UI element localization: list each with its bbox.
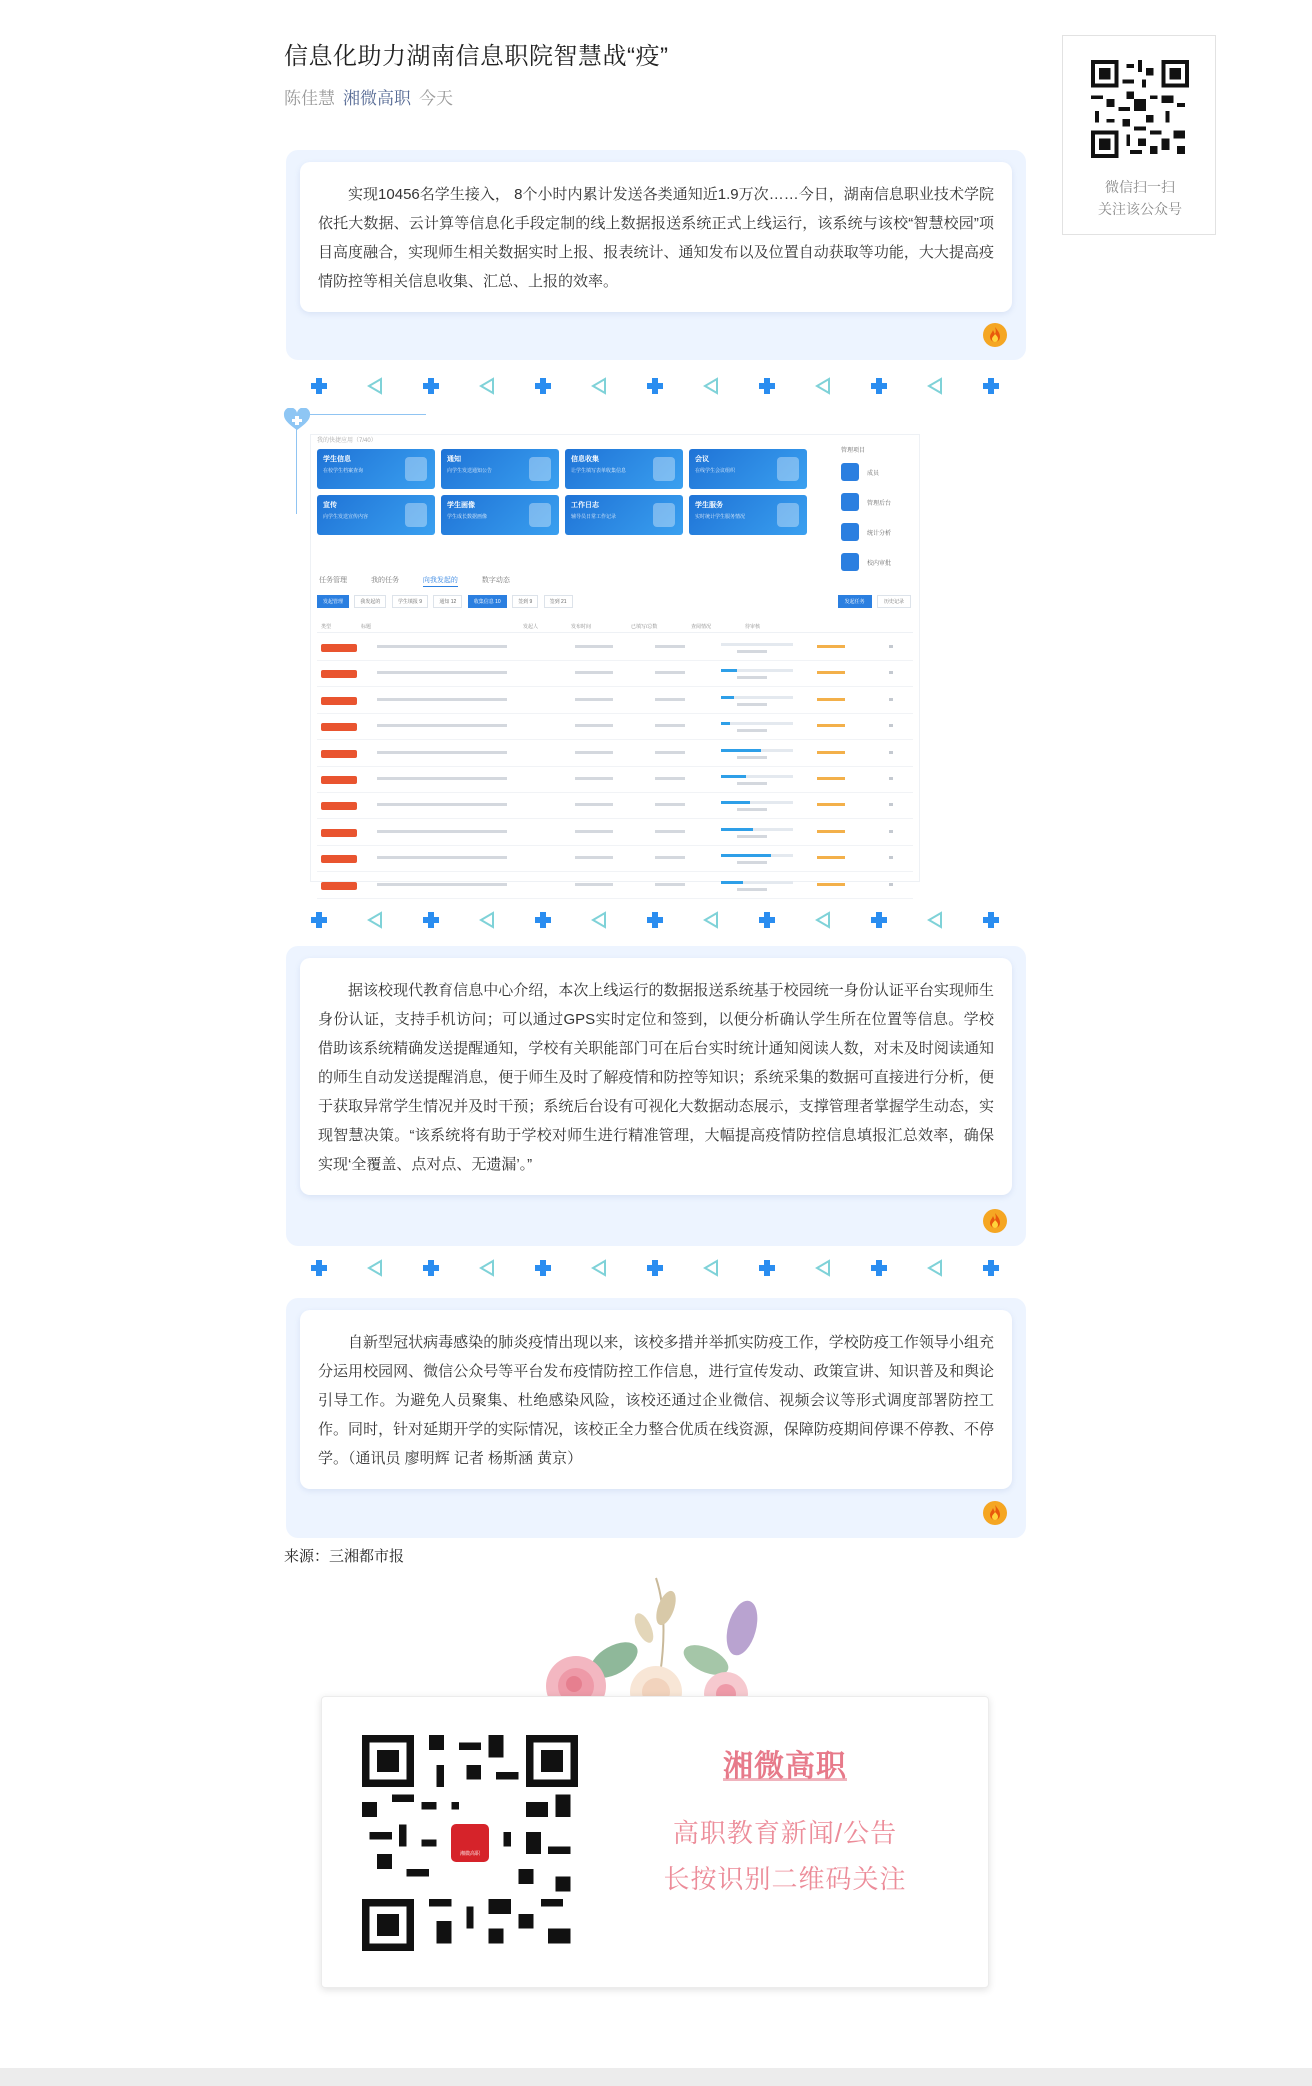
qr-caption-line2: 关注该公众号 — [1098, 201, 1182, 217]
row-initiator — [575, 671, 613, 674]
row-initiator — [575, 751, 613, 754]
row-rate — [817, 751, 845, 754]
cross-icon — [868, 909, 890, 931]
status-badge — [321, 670, 357, 678]
side-title: 管理项目 — [841, 448, 866, 454]
table-row[interactable] — [317, 767, 913, 793]
tile-label: 学生服务 — [695, 502, 723, 509]
progress-fill — [721, 881, 743, 884]
col-header: 查阅情况 — [691, 624, 712, 630]
side-item-label: 管理后台 — [867, 501, 892, 507]
row-title — [377, 883, 507, 886]
triangle-icon — [924, 1257, 946, 1279]
tile-label: 通知 — [447, 456, 461, 463]
progress-bar — [721, 775, 793, 778]
gear-icon — [841, 493, 859, 511]
tile-icon — [777, 503, 799, 527]
table-row[interactable] — [317, 793, 913, 819]
row-title — [377, 830, 507, 833]
row-initiator — [575, 830, 613, 833]
fire-icon — [982, 1208, 1008, 1234]
row-title — [377, 856, 507, 859]
status-badge — [321, 882, 357, 890]
row-rate — [817, 777, 845, 780]
col-header: 发布时间 — [571, 624, 592, 630]
row-pending — [889, 671, 893, 674]
progress-fill — [721, 749, 761, 752]
status-badge — [321, 644, 357, 652]
row-date — [655, 883, 685, 886]
row-date — [655, 671, 685, 674]
filter-chip[interactable]: 我发起的 — [354, 595, 386, 608]
status-badge — [321, 802, 357, 810]
row-initiator — [575, 724, 613, 727]
filter-chip[interactable]: 收集信息 10 — [468, 595, 507, 608]
cross-icon — [644, 1257, 666, 1279]
tab-my-tasks[interactable]: 我的任务 — [370, 577, 399, 584]
system-screenshot — [310, 434, 920, 882]
tile-icon — [529, 457, 551, 481]
triangle-icon — [700, 1257, 722, 1279]
status-badge — [321, 829, 357, 837]
table-row[interactable] — [317, 846, 913, 872]
status-badge — [321, 776, 357, 784]
paragraph-1: 实现10456名学生接入， 8个小时内累计发送各类通知近1.9万次……今日，湖南信息职业技术学院依托大数据、云计算等信息化手段定制的线上数据报送系统正式上线运行，该系统与该校“智慧校园”项目高度融合，实现师生相关数据实时上报、报表统计、通知发布以及位置自动获取等功能，大大提高疫情防控等相关信息收集、汇总、上报的效率。 — [300, 162, 1012, 312]
row-count — [737, 782, 767, 785]
tile-desc: 在校学生档案查询 — [323, 468, 364, 474]
row-title — [377, 803, 507, 806]
row-title — [377, 724, 507, 727]
row-date — [655, 830, 685, 833]
cross-icon — [756, 909, 778, 931]
paragraph-card-3 — [286, 1298, 1026, 1538]
col-header: 标题 — [361, 624, 372, 630]
col-header: 已填写/总数 — [631, 624, 658, 630]
cross-icon — [308, 909, 330, 931]
tile-icon — [405, 503, 427, 527]
row-rate — [817, 830, 845, 833]
row-date — [655, 803, 685, 806]
progress-bar — [721, 881, 793, 884]
tile-label: 工作日志 — [571, 502, 599, 509]
account-link[interactable]: 湘微高职 — [343, 89, 411, 108]
progress-bar — [721, 696, 793, 699]
progress-fill — [721, 696, 734, 699]
tile-portrait[interactable] — [441, 495, 559, 535]
row-count — [737, 729, 767, 732]
promo-line-1: 高职教育新闻/公告 — [672, 1818, 898, 1848]
promo-line-2: 长按识别二维码关注 — [663, 1864, 907, 1894]
table-row[interactable] — [317, 820, 913, 846]
row-rate — [817, 883, 845, 886]
row-pending — [889, 724, 893, 727]
paragraph-2: 据该校现代教育信息中心介绍，本次上线运行的数据报送系统基于校园统一身份认证平台实现师生身份认证，支持手机访问；可以通过GPS实时定位和签到，以便分析确认学生所在位置等信息。学校借助该系统精确发送提醒通知，学校有关职能部门可在后台实时统计通知阅读人数，对未及时阅读通知的师生自动发送提醒消息，便于师生及时了解疫情和防控等知识；系统采集的数据可直接进行分析，便于获取异常学生情况并及时干预；系统后台设有可视化大数据动态展示，支撑管理者掌握学生动态，实现智慧决策。“该系统将有助于学校对师生进行精准管理，大幅提高疫情防控信息填报汇总效率，确保实现‘全覆盖、点对点、无遗漏’。” — [300, 958, 1012, 1195]
row-initiator — [575, 856, 613, 859]
row-pending — [889, 803, 893, 806]
row-rate — [817, 645, 845, 648]
status-badge — [321, 855, 357, 863]
progress-fill — [721, 801, 750, 804]
row-count — [737, 756, 767, 759]
triangle-icon — [812, 375, 834, 397]
table-row[interactable] — [317, 741, 913, 767]
col-header: 发起人 — [523, 624, 539, 630]
article-meta — [284, 84, 453, 109]
row-count — [737, 835, 767, 838]
status-badge — [321, 697, 357, 705]
qr-caption-line1: 微信扫一扫 — [1105, 179, 1175, 195]
filter-chip[interactable]: 学生填报 9 — [392, 595, 428, 608]
row-count — [737, 861, 767, 864]
follow-qr-panel — [1062, 35, 1216, 235]
cross-icon — [868, 1257, 890, 1279]
side-item-label: 校内审批 — [867, 561, 892, 567]
cross-icon — [644, 909, 666, 931]
triangle-icon — [924, 375, 946, 397]
paragraph-3: 自新型冠状病毒感染的肺炎疫情出现以来，该校多措并举抓实防疫工作，学校防疫工作领导小组充分运用校园网、微信公众号等平台发布疫情防控工作信息，进行宣传发动、政策宣讲、知识普及和舆论引导工作。为避免人员聚集、杜绝感染风险，该校还通过企业微信、视频会议等形式调度部署防控工作。同时，针对延期开学的实际情况，该校正全力整合优质在线资源，保障防疫期间停课不停教、不停学。（通讯员 廖明辉 记者 杨斯涵 黄京） — [300, 1310, 1012, 1489]
row-title — [377, 751, 507, 754]
tile-icon — [653, 503, 675, 527]
row-rate — [817, 803, 845, 806]
tile-desc: 向学生发送通知公告 — [447, 468, 493, 474]
cross-icon — [644, 375, 666, 397]
progress-bar — [721, 749, 793, 752]
tile-label: 学生信息 — [323, 456, 351, 463]
triangle-icon — [700, 909, 722, 931]
filter-chip[interactable]: 通知 12 — [433, 595, 462, 608]
frame-line — [296, 414, 426, 415]
triangle-icon — [924, 909, 946, 931]
tile-meeting[interactable] — [689, 449, 807, 489]
tile-label: 会议 — [695, 456, 709, 463]
row-rate — [817, 724, 845, 727]
cross-icon — [980, 1257, 1002, 1279]
row-date — [655, 724, 685, 727]
tab-initiated[interactable]: 向我发起的 — [423, 577, 458, 587]
row-count — [737, 703, 767, 706]
triangle-icon — [364, 1257, 386, 1279]
tile-desc: 实时统计学生服务情况 — [695, 514, 746, 520]
side-item-label: 成员 — [867, 471, 880, 477]
publish-date: 今天 — [419, 89, 453, 108]
cross-icon — [308, 375, 330, 397]
side-item-label: 统计分析 — [867, 531, 892, 537]
tile-notice[interactable] — [441, 449, 559, 489]
decor-divider-1 — [308, 375, 998, 397]
status-badge — [321, 750, 357, 758]
progress-bar — [721, 643, 793, 646]
tile-desc: 向学生发送宣传内容 — [323, 514, 369, 520]
history-button[interactable]: 历史记录 — [877, 595, 911, 608]
cross-icon — [756, 375, 778, 397]
tile-label: 信息收集 — [571, 456, 599, 463]
triangle-icon — [476, 375, 498, 397]
row-pending — [889, 698, 893, 701]
tile-desc: 在线学生会议组织 — [695, 468, 736, 474]
progress-bar — [721, 669, 793, 672]
row-count — [737, 650, 767, 653]
row-pending — [889, 883, 893, 886]
decor-divider-3 — [308, 1257, 998, 1279]
list-icon — [841, 523, 859, 541]
shot-hint: 我的快捷应用（7/40） — [317, 438, 377, 444]
cross-icon — [420, 909, 442, 931]
progress-fill — [721, 775, 746, 778]
progress-bar — [721, 828, 793, 831]
row-initiator — [575, 883, 613, 886]
tile-label: 学生画像 — [447, 502, 475, 509]
triangle-icon — [588, 375, 610, 397]
row-date — [655, 856, 685, 859]
heart-plus-icon — [283, 408, 311, 432]
paragraph-card-2 — [286, 946, 1026, 1246]
table-row[interactable] — [317, 688, 913, 714]
cross-icon — [532, 375, 554, 397]
row-pending — [889, 830, 893, 833]
triangle-icon — [812, 1257, 834, 1279]
tile-label: 宣传 — [323, 502, 337, 509]
paragraph-card-1 — [286, 150, 1026, 360]
side-item-admin[interactable] — [841, 487, 913, 517]
row-count — [737, 676, 767, 679]
progress-bar — [721, 854, 793, 857]
tile-desc: 让学生填写表单收集信息 — [571, 468, 627, 474]
tile-desc: 学生成长数据画像 — [447, 514, 488, 520]
status-badge — [321, 723, 357, 731]
tile-student-info[interactable] — [317, 449, 435, 489]
progress-fill — [721, 722, 730, 725]
shield-icon — [841, 553, 859, 571]
article-title: 信息化助力湖南信息职院智慧战“疫” — [284, 43, 669, 70]
row-initiator — [575, 777, 613, 780]
cross-icon — [980, 375, 1002, 397]
qr-caption — [1063, 176, 1217, 220]
promo-title: 湘微高职 — [723, 1750, 847, 1783]
fire-icon — [982, 322, 1008, 348]
side-item-stats[interactable] — [841, 517, 913, 547]
logo-text: 湘微高职 — [459, 1851, 480, 1857]
table-row[interactable] — [317, 873, 913, 899]
promo-card — [321, 1696, 989, 1988]
tile-worklog[interactable] — [565, 495, 683, 535]
page-footer-bar — [0, 2068, 1312, 2086]
row-pending — [889, 777, 893, 780]
triangle-icon — [588, 1257, 610, 1279]
row-pending — [889, 645, 893, 648]
cross-icon — [532, 1257, 554, 1279]
tile-publicity[interactable] — [317, 495, 435, 535]
triangle-icon — [476, 1257, 498, 1279]
side-item-members[interactable] — [841, 457, 913, 487]
tab-task-manage[interactable]: 任务管理 — [319, 577, 347, 584]
cross-icon — [420, 1257, 442, 1279]
side-item-approval[interactable] — [841, 547, 913, 577]
triangle-icon — [700, 375, 722, 397]
app-logo-icon — [448, 1821, 492, 1865]
manage-side-list — [841, 445, 913, 577]
filter-chip[interactable]: 签到 9 — [512, 595, 538, 608]
new-task-button[interactable]: 发起任务 — [838, 595, 872, 608]
row-date — [655, 751, 685, 754]
row-count — [737, 888, 767, 891]
row-date — [655, 698, 685, 701]
col-header: 待审核 — [745, 624, 761, 630]
tile-icon — [777, 457, 799, 481]
tile-service[interactable] — [689, 495, 807, 535]
triangle-icon — [364, 375, 386, 397]
triangle-icon — [812, 909, 834, 931]
progress-bar — [721, 722, 793, 725]
progress-fill — [721, 854, 771, 857]
cross-icon — [868, 375, 890, 397]
row-title — [377, 645, 507, 648]
qr-code-icon[interactable] — [1091, 60, 1189, 158]
triangle-icon — [476, 909, 498, 931]
table-row[interactable] — [317, 714, 913, 740]
author-name: 陈佳慧 — [284, 89, 335, 108]
table-header — [317, 621, 913, 633]
row-rate — [817, 671, 845, 674]
progress-bar — [721, 801, 793, 804]
row-rate — [817, 856, 845, 859]
filter-chip[interactable]: 签到 21 — [544, 595, 573, 608]
tile-desc: 辅导员日常工作记录 — [571, 514, 617, 520]
row-initiator — [575, 698, 613, 701]
row-date — [655, 645, 685, 648]
triangle-icon — [588, 909, 610, 931]
cross-icon — [980, 909, 1002, 931]
row-title — [377, 671, 507, 674]
row-pending — [889, 856, 893, 859]
filter-chip[interactable]: 发起管理 — [317, 595, 349, 608]
decor-divider-2 — [308, 909, 998, 931]
col-header: 类型 — [321, 624, 332, 630]
progress-fill — [721, 828, 753, 831]
shot-buttons — [834, 595, 911, 608]
cross-icon — [420, 375, 442, 397]
article-source: 来源：三湘都市报 — [284, 1548, 405, 1565]
row-rate — [817, 698, 845, 701]
tile-icon — [529, 503, 551, 527]
row-pending — [889, 751, 893, 754]
cross-icon — [756, 1257, 778, 1279]
progress-fill — [721, 669, 737, 672]
row-title — [377, 698, 507, 701]
row-title — [377, 777, 507, 780]
shot-filters — [317, 595, 577, 607]
tab-dynamics[interactable]: 数字动态 — [481, 577, 510, 584]
table-row[interactable] — [317, 635, 913, 661]
tile-icon — [405, 457, 427, 481]
cross-icon — [532, 909, 554, 931]
row-date — [655, 777, 685, 780]
fire-icon — [982, 1500, 1008, 1526]
row-initiator — [575, 803, 613, 806]
table-row[interactable] — [317, 661, 913, 687]
tile-icon — [653, 457, 675, 481]
tile-collect[interactable] — [565, 449, 683, 489]
row-count — [737, 808, 767, 811]
cross-icon — [308, 1257, 330, 1279]
users-icon — [841, 463, 859, 481]
shot-tabs — [319, 575, 532, 585]
row-initiator — [575, 645, 613, 648]
triangle-icon — [364, 909, 386, 931]
